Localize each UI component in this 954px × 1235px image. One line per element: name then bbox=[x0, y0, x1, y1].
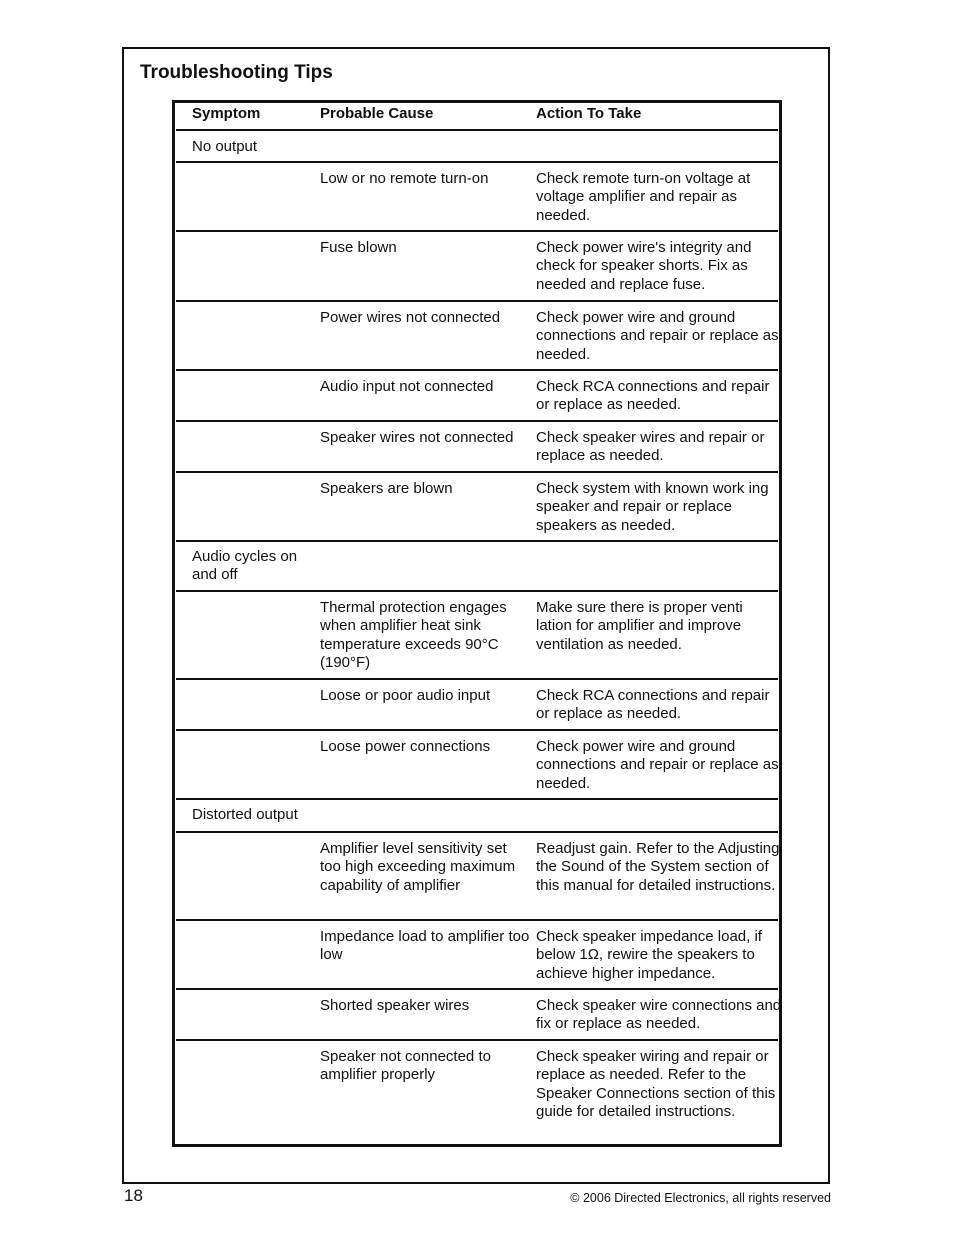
table-row bbox=[176, 302, 778, 371]
cause-cell: Loose or poor audio input bbox=[320, 687, 491, 704]
action-cell: Check RCA connections and repair or replace as needed. bbox=[536, 378, 770, 414]
cause-cell: Speaker not connected to amplifier properly bbox=[320, 1048, 491, 1084]
column-header-action: Action To Take bbox=[536, 105, 642, 122]
table-row bbox=[176, 800, 778, 833]
cause-cell: Speaker wires not connected bbox=[320, 429, 514, 446]
action-cell: Check remote turn-on voltage at voltage amplifier and repair as needed. bbox=[536, 170, 751, 224]
table-row bbox=[176, 833, 778, 921]
action-cell: Check power wire's integrity and check for speaker shorts. Fix as needed and replace fuse. bbox=[536, 239, 752, 293]
table-row bbox=[176, 422, 778, 473]
table-row bbox=[176, 990, 782, 1041]
table-row bbox=[176, 163, 778, 232]
action-cell: Check speaker wire connections and fix or replace as needed. bbox=[536, 997, 782, 1033]
cause-cell: Low or no remote turn-on bbox=[320, 170, 489, 187]
action-cell: Check system with known work ing speaker and repair or replace speakers as needed. bbox=[536, 480, 769, 534]
cause-cell: Shorted speaker wires bbox=[320, 997, 470, 1014]
table-row bbox=[176, 232, 778, 302]
action-cell: Check speaker wiring and repair or replace as needed. Refer to the Speaker Connections section of this guide for detailed instructions. bbox=[536, 1048, 776, 1120]
copyright-notice: © 2006 Directed Electronics, all rights reserved bbox=[570, 1191, 831, 1205]
symptom-cell: Audio cycles on and off bbox=[192, 548, 298, 584]
cause-cell: Power wires not connected bbox=[320, 309, 501, 326]
cause-cell: Thermal protection engages when amplifier heat sink temperature exceeds 90°C (190°F) bbox=[320, 599, 507, 671]
action-cell: Check power wire and ground connections and repair or replace as needed. bbox=[536, 309, 779, 363]
column-header-symptom: Symptom bbox=[192, 105, 261, 122]
table-row bbox=[176, 473, 778, 542]
page-number: 18 bbox=[124, 1186, 143, 1205]
table-row bbox=[176, 731, 778, 800]
table-row bbox=[176, 1041, 778, 1144]
table-row bbox=[176, 542, 778, 592]
troubleshooting-table bbox=[172, 100, 782, 1147]
action-cell: Check speaker wires and repair or replace as needed. bbox=[536, 429, 765, 465]
cause-cell: Speakers are blown bbox=[320, 480, 453, 497]
cause-cell: Impedance load to amplifier too low bbox=[320, 928, 530, 964]
cause-cell: Fuse blown bbox=[320, 239, 397, 256]
action-cell: Make sure there is proper venti lation for amplifier and improve ventilation as needed. bbox=[536, 599, 743, 653]
symptom-cell: No output bbox=[192, 138, 258, 155]
column-header-probable-cause: Probable Cause bbox=[320, 105, 434, 122]
page-title: Troubleshooting Tips bbox=[140, 62, 333, 83]
action-cell: Readjust gain. Refer to the Adjusting the Sound of the System section of this manual for detailed instructions. bbox=[536, 840, 780, 894]
table-row bbox=[176, 921, 778, 990]
table-row bbox=[176, 131, 778, 163]
action-cell: Check RCA connections and repair or replace as needed. bbox=[536, 687, 770, 723]
cause-cell: Audio input not connected bbox=[320, 378, 494, 395]
cause-cell: Amplifier level sensitivity set too high exceeding maximum capability of amplifier bbox=[320, 840, 516, 894]
table-header-row bbox=[176, 103, 778, 131]
table-row bbox=[176, 592, 778, 680]
table-row bbox=[176, 680, 778, 731]
table-row bbox=[176, 371, 778, 422]
symptom-cell: Distorted output bbox=[192, 806, 298, 823]
action-cell: Check power wire and ground connections and repair or replace as needed. bbox=[536, 738, 779, 792]
cause-cell: Loose power connections bbox=[320, 738, 491, 755]
action-cell: Check speaker impedance load, if below 1Ω, rewire the speakers to achieve higher impedance. bbox=[536, 928, 762, 982]
